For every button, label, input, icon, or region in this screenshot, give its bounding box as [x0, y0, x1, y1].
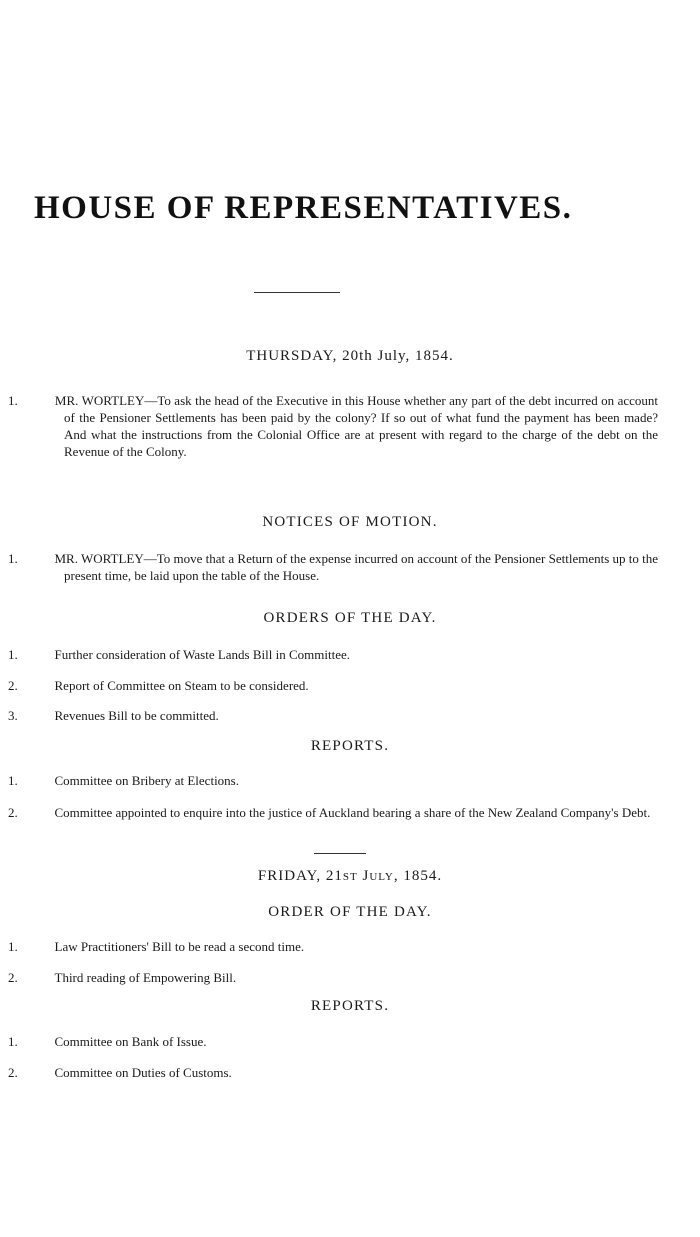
order-text: Law Practitioners' Bill to be read a second time. — [54, 939, 305, 954]
report-text: Committee on Bribery at Elections. — [54, 773, 239, 788]
order-item — [8, 969, 658, 986]
order-text: Report of Committee on Steam to be considered. — [54, 678, 309, 693]
friday-date: 21st July, 1854. — [325, 868, 443, 884]
report-text: Committee on Bank of Issue. — [54, 1034, 207, 1049]
order-number: 3. — [8, 708, 18, 723]
order-item — [8, 646, 658, 663]
order-text: Revenues Bill to be committed. — [54, 708, 219, 723]
friday-date-heading — [0, 868, 700, 885]
document-title: HOUSE OF REPRESENTATIVES. — [34, 190, 573, 226]
question-text: MR. WORTLEY—To ask the head of the Executive in this House whether any part of the debt incurred on account of the Pensioner Settlements has been paid by the colony? If so out of what fund the payment has been made? And what the instructions from the Colonial Office are at present with regard to the charge of the debt on the Revenue of the Colony. — [54, 393, 659, 459]
report-number: 2. — [8, 1065, 18, 1080]
report-item — [8, 804, 658, 821]
reports-heading-thursday: REPORTS. — [310, 738, 390, 754]
thursday-date: 20th July, 1854. — [342, 348, 454, 364]
title-divider — [254, 292, 340, 293]
friday-day: FRIDAY, — [257, 868, 322, 884]
order-number: 1. — [8, 939, 18, 954]
report-item — [8, 1033, 658, 1050]
order-text: Third reading of Empowering Bill. — [54, 970, 237, 985]
day-divider — [314, 853, 366, 854]
report-text: Committee on Duties of Customs. — [54, 1065, 232, 1080]
order-number: 1. — [8, 647, 18, 662]
question-item — [8, 392, 659, 460]
order-number: 2. — [8, 678, 18, 693]
orders-heading-thursday: ORDERS OF THE DAY. — [263, 610, 437, 626]
thursday-day: THURSDAY, — [246, 348, 338, 364]
report-number: 1. — [8, 773, 18, 788]
order-item — [8, 707, 658, 724]
report-text: Committee appointed to enquire into the justice of Auckland bearing a share of the New Zealand Company's Debt. — [54, 805, 651, 820]
notices-heading: NOTICES OF MOTION. — [262, 514, 438, 530]
order-item — [8, 677, 658, 694]
reports-heading-friday: REPORTS. — [310, 998, 390, 1014]
notice-number: 1. — [8, 551, 18, 566]
thursday-date-heading — [0, 348, 700, 365]
question-number: 1. — [8, 393, 18, 408]
report-item — [8, 1064, 658, 1081]
report-number: 2. — [8, 805, 18, 820]
notice-item — [8, 550, 659, 584]
orders-heading-friday: ORDER OF THE DAY. — [268, 904, 432, 920]
report-number: 1. — [8, 1034, 18, 1049]
order-text: Further consideration of Waste Lands Bill in Committee. — [54, 647, 350, 662]
notice-text: MR. WORTLEY—To move that a Return of the expense incurred on account of the Pensioner Settlements up to the present time, be laid upon the table of the House. — [54, 551, 659, 583]
order-number: 2. — [8, 970, 18, 985]
order-item — [8, 938, 658, 955]
report-item — [8, 772, 658, 789]
